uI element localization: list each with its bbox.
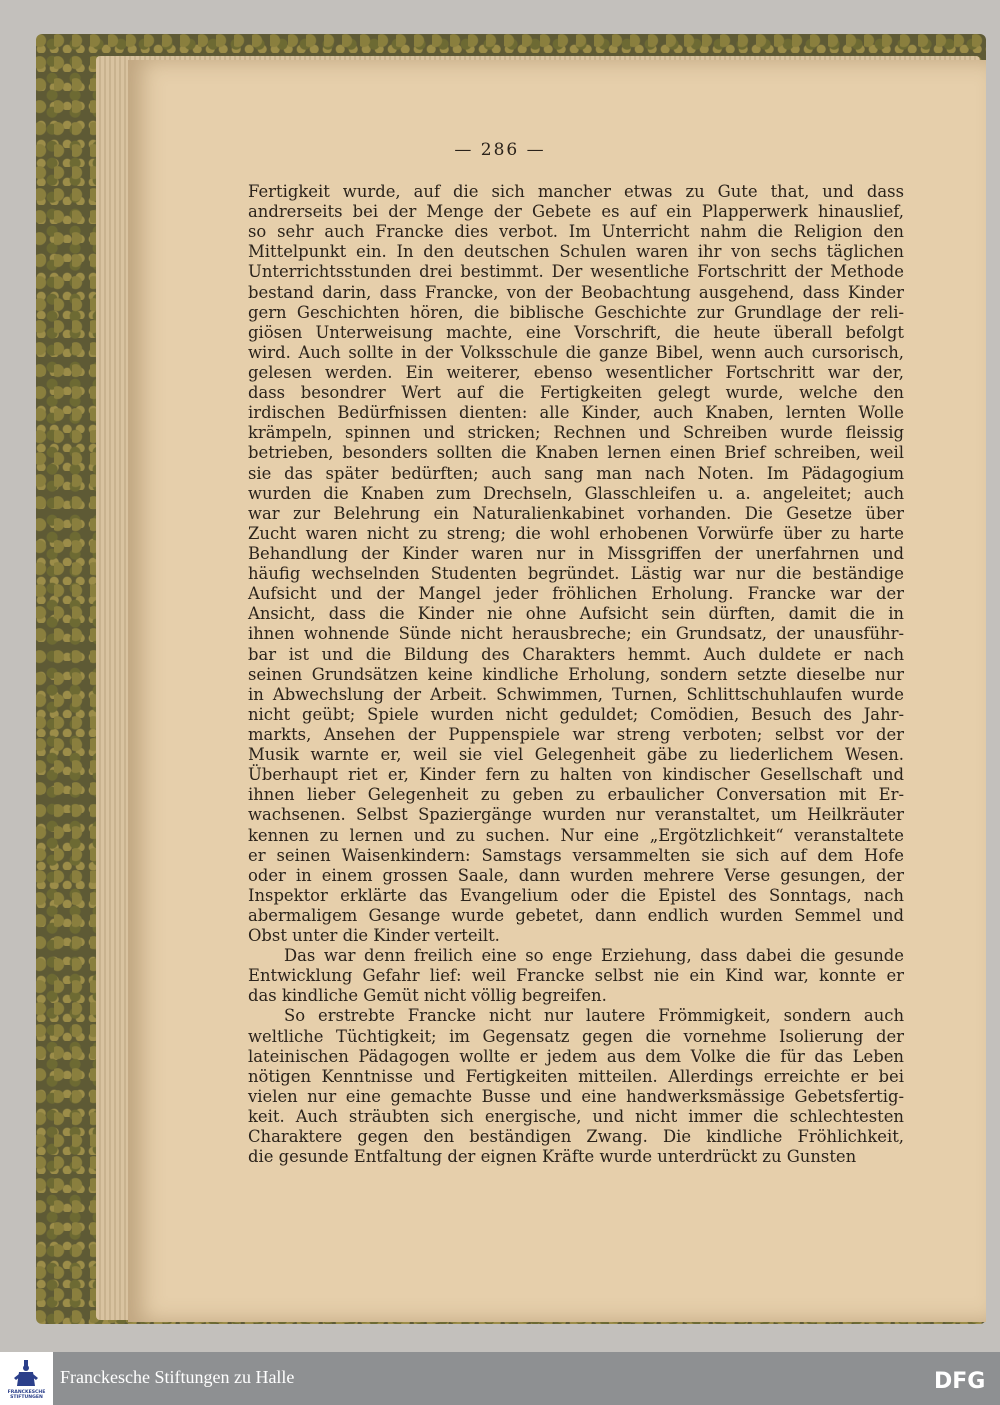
text-line: Behandlung der Kinder waren nur in Missgriffen der unerfahrnen und [248, 543, 904, 563]
page-number: — 286 — [454, 140, 546, 160]
logo-caption-bottom: STIFTUNGEN [10, 1395, 43, 1400]
text-line: seinen Grundsätzen keine kindliche Erholung, sondern setzte dieselbe nur [248, 664, 904, 684]
text-line: die gesunde Entfaltung der eignen Kräfte wurde unterdrückt zu Gunsten [248, 1147, 857, 1167]
text-line: in Abwechslung der Arbeit. Schwimmen, Turnen, Schlittschuhlaufen wurde [248, 684, 904, 704]
text-line: Obst unter die Kinder verteilt. [248, 926, 500, 946]
text-line: So erstrebte Francke nicht nur lautere Frömmigkeit, sondern auch [284, 1006, 904, 1026]
text-line: Unterrichtsstunden drei bestimmt. Der wesentliche Fortschritt der Methode [248, 262, 904, 282]
text-line: nicht geübt; Spiele wurden nicht geduldet; Comödien, Besuch des Jahr- [248, 704, 904, 724]
text-line: gelesen werden. Ein weiterer, ebenso wesentlicher Fortschritt war der, [248, 362, 904, 382]
text-line: markts, Ansehen der Puppenspiele war streng verboten; selbst vor der [248, 724, 904, 744]
text-line: andrerseits bei der Menge der Gebete es auf ein Plapperwerk hinauslief, [248, 202, 904, 222]
franckesche-stiftungen-emblem-icon [13, 1358, 39, 1388]
text-line: Inspektor erklärte das Evangelium oder die Epistel des Sonntags, nach [248, 885, 904, 905]
text-line: so sehr auch Francke dies verbot. Im Unterricht nahm die Religion den [248, 222, 904, 242]
text-line: er seinen Waisenkindern: Samstags versammelten sie sich auf dem Hofe [248, 845, 904, 865]
text-line: bar ist und die Bildung des Charakters hemmt. Auch duldete er nach [248, 644, 904, 664]
text-line: betrieben, besonders sollten die Knaben lernen einen Brief schreiben, weil [248, 443, 904, 463]
text-line: ihnen wohnende Sünde nicht herausbreche; ein Grundsatz, der unausführ- [248, 624, 904, 644]
text-line: Mittelpunkt ein. In den deutschen Schulen waren ihr von sechs täglichen [248, 242, 904, 262]
body-text [248, 182, 904, 1167]
text-line: gern Geschichten hören, die biblische Geschichte zur Grundlage der reli- [248, 302, 904, 322]
logo-caption [2, 1390, 51, 1400]
dfg-logo-text: DFG [934, 1369, 986, 1392]
dfg-logo-icon[interactable] [932, 1366, 992, 1392]
text-line: weltliche Tüchtigkeit; im Gegensatz gegen die vornehme Isolierung der [248, 1026, 904, 1046]
text-line: bestand darin, dass Francke, von der Beobachtung ausgehend, dass Kinder [248, 282, 904, 302]
text-line: Charaktere gegen den beständigen Zwang. Die kindliche Fröhlichkeit, [248, 1127, 904, 1147]
text-line: Das war denn freilich eine so enge Erziehung, dass dabei die gesunde [284, 946, 904, 966]
text-line: oder in einem grossen Saale, dann wurden mehrere Verse gesungen, der [248, 865, 904, 885]
text-line: nötigen Kenntnisse und Fertigkeiten mitteilen. Allerdings erreichte er bei [248, 1066, 904, 1086]
text-line: Überhaupt riet er, Kinder fern zu halten von kindischer Gesellschaft und [248, 765, 904, 785]
text-line: vielen nur eine gemachte Busse und eine handwerksmässige Gebetsfertig- [248, 1086, 904, 1106]
text-line: wachsenen. Selbst Spaziergänge wurden nur veranstaltet, um Heilkräuter [248, 805, 904, 825]
logo-caption-top: FRANCKESCHE [7, 1390, 46, 1395]
text-line: wurden die Knaben zum Drechseln, Glasschleifen u. a. angeleitet; auch [248, 483, 904, 503]
text-line: lateinischen Pädagogen wollte er jedem aus dem Volke die für das Leben [248, 1046, 904, 1066]
text-line: sie das später bedürften; auch sang man nach Noten. Im Pädagogium [248, 463, 904, 483]
text-line: Aufsicht und der Mangel jeder fröhlichen Erholung. Francke war der [248, 584, 904, 604]
text-line: Musik warnte er, weil sie viel Gelegenheit gäbe zu liederlichem Wesen. [248, 745, 904, 765]
text-line: krämpeln, spinnen und stricken; Rechnen und Schreiben wurde fleissig [248, 423, 904, 443]
text-line: wird. Auch sollte in der Volksschule die ganze Bibel, wenn auch cursorisch, [248, 342, 904, 362]
text-line: Fertigkeit wurde, auf die sich mancher etwas zu Gute that, und dass [248, 182, 904, 201]
text-line: abermaligem Gesange wurde gebetet, dann endlich wurden Semmel und [248, 905, 904, 925]
text-line: kennen zu lernen und zu suchen. Nur eine „Ergötzlichkeit“ veranstaltete [248, 825, 904, 845]
institution-name[interactable]: Franckesche Stiftungen zu Halle [60, 1367, 295, 1387]
text-line: Ansicht, dass die Kinder nie ohne Aufsicht sein dürften, damit die in [248, 604, 904, 624]
text-line: ihnen lieber Gelegenheit zu geben zu erbaulicher Conversation mit Er- [248, 785, 904, 805]
institution-logo[interactable] [0, 1352, 53, 1405]
text-line: dass besondrer Wert auf die Fertigkeiten gelegt wurde, welche den [248, 383, 904, 403]
text-line: Zucht waren nicht zu streng; die wohl erhobenen Vorwürfe über zu harte [248, 523, 904, 543]
text-line: keit. Auch sträubten sich energische, und nicht immer die schlechtesten [248, 1107, 904, 1127]
text-line: giösen Unterweisung machte, eine Vorschrift, die heute überall befolgt [248, 322, 904, 342]
text-line: irdischen Bedürfnissen dienten: alle Kinder, auch Knaben, lernten Wolle [248, 403, 904, 423]
footer-bar [0, 1352, 1000, 1405]
text-line: war zur Belehrung ein Naturalienkabinet vorhanden. Die Gesetze über [248, 503, 904, 523]
text-line: Entwicklung Gefahr lief: weil Francke selbst nie ein Kind war, konnte er [248, 966, 904, 986]
text-line: häufig wechselnden Studenten begründet. Lästig war nur die beständige [248, 564, 904, 584]
text-line: das kindliche Gemüt nicht völlig begreifen. [248, 986, 607, 1006]
